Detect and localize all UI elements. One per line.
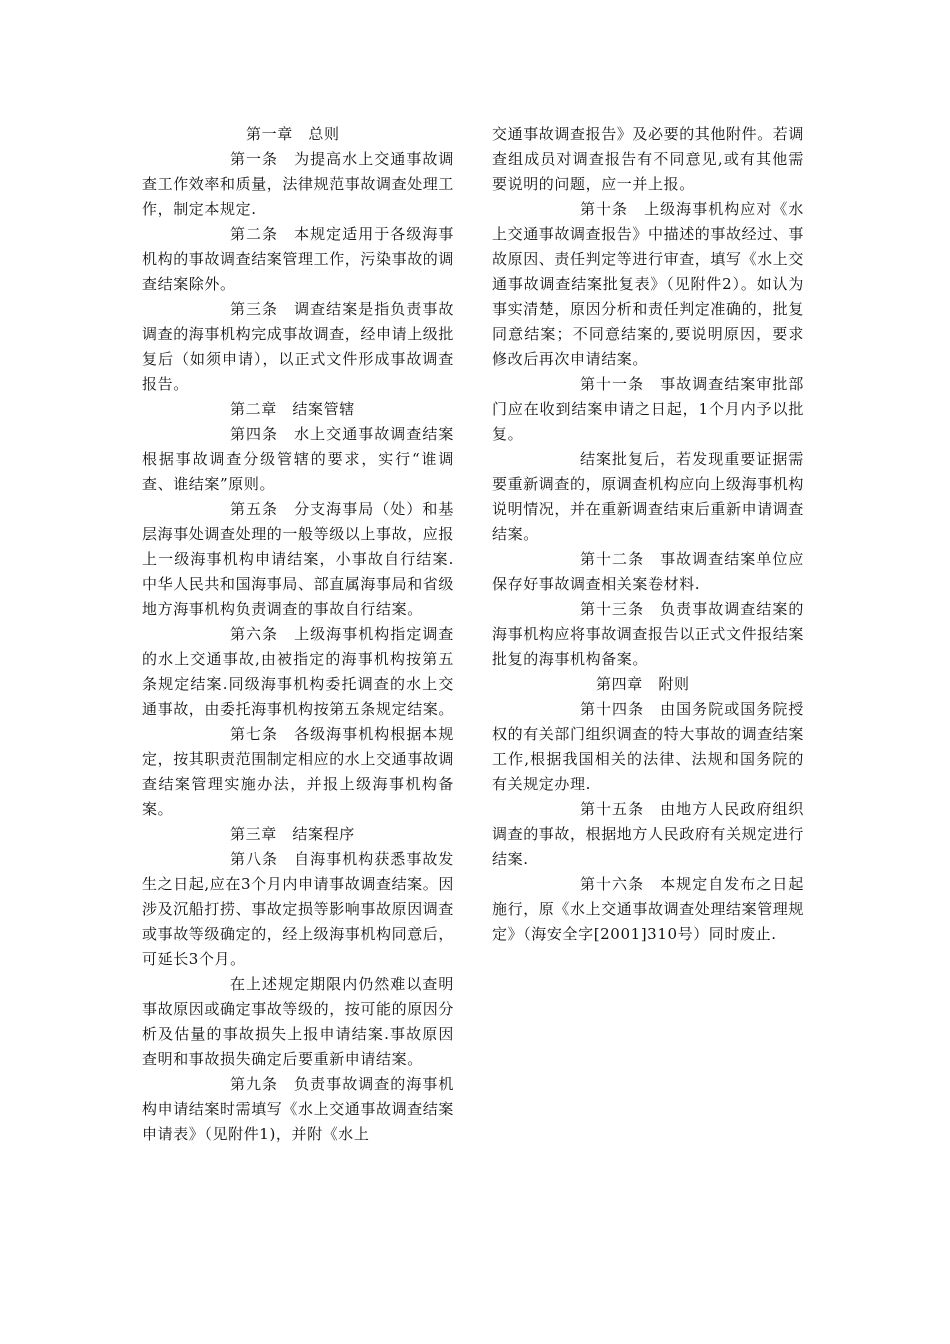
article-paragraph: 第十五条 由地方人民政府组织调查的事故，根据地方人民政府有关规定进行结案. xyxy=(492,800,805,868)
article-paragraph: 第十二条 事故调查结案单位应保存好事故调查相关案卷材料. xyxy=(492,550,804,593)
chapter-heading: 第二章 结案管辖 xyxy=(230,400,355,418)
article-paragraph: 第四条 水上交通事故调查结案根据事故调查分级管辖的要求，实行“谁调查、谁结案”原则。 xyxy=(142,425,454,493)
article-paragraph: 在上述规定期限内仍然难以查明事故原因或确定事故等级的，按可能的原因分析及估量的事故损失上报申请结案.事故原因查明和事故损失确定后要重新申请结案。 xyxy=(142,975,455,1068)
article-paragraph: 第十三条 负责事故调查结案的海事机构应将事故调查报告以正式文件报结案批复的海事机构备案。 xyxy=(492,600,805,668)
article-paragraph: 第十条 上级海事机构应对《水上交通事故调查报告》中描述的事故经过、事故原因、责任判定等进行审查，填写《水上交通事故调查结案批复表》（见附件2）。如认为事实清楚，原因分析和责任判定准确的，批复同意结案；不同意结案的,要说明原因，要求修改后再次申请结案。 xyxy=(492,200,805,368)
article-paragraph: 第一条 为提高水上交通事故调查工作效率和质量，法律规范事故调查处理工作，制定本规定. xyxy=(142,150,455,218)
article-paragraph: 第二条 本规定适用于各级海事机构的事故调查结案管理工作，污染事故的调查结案除外。 xyxy=(142,225,455,293)
right-text-column xyxy=(492,122,804,947)
article-paragraph: 第五条 分支海事局（处）和基层海事处调查处理的一般等级以上事故，应报上一级海事机构申请结案，小事故自行结案.中华人民共和国海事局、部直属海事局和省级地方海事机构负责调查的事故自行结案。 xyxy=(142,500,455,618)
chapter-heading: 第三章 结案程序 xyxy=(230,825,355,843)
article-paragraph: 第十四条 由国务院或国务院授权的有关部门组织调查的特大事故的调查结案工作,根据我国相关的法律、法规和国务院的有关规定办理. xyxy=(492,700,805,793)
article-paragraph: 第十六条 本规定自发布之日起施行，原《水上交通事故调查处理结案管理规定》（海安全字[2001]310号）同时废止. xyxy=(492,875,805,943)
article-paragraph: 第七条 各级海事机构根据本规定，按其职责范围制定相应的水上交通事故调查结案管理实施办法，并报上级海事机构备案。 xyxy=(142,725,455,818)
article-paragraph: 结案批复后，若发现重要证据需要重新调查的，原调查机构应向上级海事机构说明情况，并在重新调查结束后重新申请调查结案。 xyxy=(492,450,805,543)
chapter-heading: 第四章 附则 xyxy=(596,675,690,693)
chapter-heading: 第一章 总则 xyxy=(246,125,340,143)
paragraph-continuation: 交通事故调查报告》及必要的其他附件。若调查组成员对调查报告有不同意见,或有其他需要说明的问题，应一并上报。 xyxy=(492,125,805,193)
article-paragraph: 第三条 调查结案是指负责事故调查的海事机构完成事故调查，经申请上级批复后（如须申请），以正式文件形成事故调查报告。 xyxy=(142,300,455,393)
article-paragraph: 第十一条 事故调查结案审批部门应在收到结案申请之日起，1个月内予以批复。 xyxy=(492,375,804,443)
article-paragraph: 第九条 负责事故调查的海事机构申请结案时需填写《水上交通事故调查结案申请表》（见附件1)，并附《水上 xyxy=(142,1075,455,1143)
left-text-column xyxy=(142,122,454,1147)
article-paragraph: 第八条 自海事机构获悉事故发生之日起,应在3个月内申请事故调查结案。因涉及沉船打捞、事故定损等影响事故原因调查或事故等级确定的，经上级海事机构同意后，可延长3个月。 xyxy=(142,850,455,968)
article-paragraph: 第六条 上级海事机构指定调查的水上交通事故,由被指定的海事机构按第五条规定结案.同级海事机构委托调查的水上交通事故，由委托海事机构按第五条规定结案。 xyxy=(142,625,455,718)
